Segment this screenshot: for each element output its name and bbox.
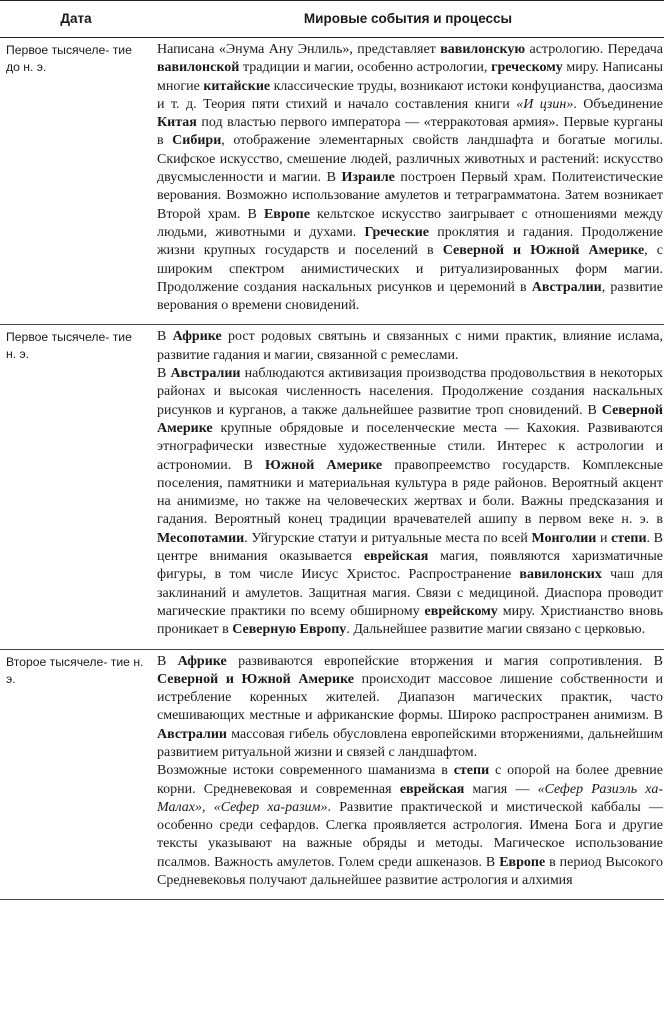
text-run: . Уйгурские статуи и ритуальные места по всей — [244, 530, 532, 546]
text-run: традиции и магии, особенно астрологии, — [239, 60, 492, 76]
italic-title: «Сефер Разиэль ха-Малах» — [157, 781, 663, 815]
text-run: , — [201, 799, 214, 815]
text-run: астрологию. Передача — [525, 42, 663, 57]
text-run: В — [157, 653, 178, 669]
text-run: кельтское искусство заигрывает с отношениями между людьми, животными и духами. — [157, 206, 663, 240]
text-run: в период Высокого Средневековья получают дальнейшее развитие астрология и алхимия — [157, 854, 663, 889]
bold-term: Израиле — [341, 170, 395, 186]
bold-term: еврейская — [399, 781, 465, 797]
bold-term: китайские — [203, 78, 271, 94]
bold-term: Австралии — [531, 279, 602, 295]
text-run: массовая гибель обусловлена европейскими вторжениями, дальнейшим развитием ритуальной жизни и связей с ландшафтом. — [157, 726, 663, 760]
text-run: миру. Написаны многие — [157, 60, 663, 94]
text-run: и — [596, 530, 612, 546]
text-run: . Объединение — [573, 96, 663, 112]
bold-term: Африке — [172, 329, 222, 345]
text-run: . Развитие практической и мистической каббалы — особенно среди сефардов. Слегка проявляется астрология. Имена Бога и другие тексты указывают на важные обряды и методы. Магическое использование псалмов. Важность амулетов. Голем среди ашкеназов. В — [157, 799, 664, 870]
bold-term: Северную Европу — [232, 622, 347, 638]
text-run: крупные обрядовые и поселенческие места — Кахокия. Развиваются этнографически известные художественные стили. Интерес к астрологии и астрономии. В — [157, 420, 663, 473]
text-run: В — [157, 329, 173, 345]
bold-term: Монголии — [531, 530, 597, 546]
event-paragraph — [157, 762, 663, 890]
italic-title: «Сефер ха-разим» — [213, 799, 328, 815]
event-paragraph — [157, 41, 663, 315]
text-run: . В центре внимания оказывается — [157, 530, 663, 565]
text-run: миру. Христианство вновь проникает в — [157, 603, 663, 638]
event-paragraph — [157, 365, 663, 639]
bold-term: степи — [453, 763, 490, 779]
bold-term: Европе — [263, 206, 310, 222]
table-row — [0, 649, 664, 900]
text-run: В — [157, 366, 171, 382]
bold-term: Африке — [177, 653, 227, 669]
text-run: под властью первого императора — «терракотовая армия». Первые курганы в — [157, 115, 663, 149]
text-run: проклятия и гадания. Продолжение жизни крупных государств и поселений в — [157, 224, 663, 259]
bold-term: Китая — [157, 115, 197, 131]
bold-term: Месопотамии — [157, 530, 245, 546]
bold-term: Европе — [499, 854, 546, 870]
event-paragraph — [157, 328, 663, 365]
events-cell — [152, 38, 664, 325]
text-run: . Дальнейшее развитие магии связано с церковью. — [346, 622, 646, 638]
text-run: наблюдаются активизация производства продовольствия в некоторых районах и высокая численность населения. Продолжение создания наскальных рисунков и курганов, а также дальнейшее развитие троп сновидений. В — [157, 366, 663, 418]
bold-term: еврейскому — [424, 603, 498, 619]
date-cell: Второе тысячеле- тие н. э. — [0, 649, 152, 900]
table-row — [0, 325, 664, 649]
event-paragraph — [157, 653, 663, 763]
text-run: , развитие верования о времени сновидений. — [157, 279, 663, 314]
table-row — [0, 38, 664, 325]
text-run: классические труды, возникают истоки конфуцианства, даосизма и т. д. Теория пяти стихий и начало составления книги — [157, 78, 663, 112]
bold-term: греческому — [491, 60, 563, 76]
text-run: чаш для заклинаний и амулетов. Защитная магия. Связи с медициной. Диаспора проводит магические практики по всему обширному — [157, 567, 663, 619]
date-column-header: Дата — [0, 1, 152, 38]
events-cell — [152, 649, 664, 900]
bold-term: Австралии — [170, 366, 241, 382]
bold-term: Северной и Южной Америке — [157, 671, 354, 687]
text-run: , отображение элементарных свойств ландшафта и богатые могилы. Скифское искусство, смешение людей, различных животных и растений: искусство двусмысленности и магии. В — [157, 133, 663, 186]
bold-term: еврейская — [363, 549, 429, 565]
text-run: рост родовых святынь и связанных с ними практик, влияние ислама, развитие гадания и магии, связанной с ремеслами. — [157, 329, 663, 363]
bold-term: вавилонской — [157, 60, 240, 76]
text-run: Написана «Энума Ану Энлиль», представляет — [157, 42, 441, 57]
date-cell: Первое тысячеле- тие н. э. — [0, 325, 152, 649]
bold-term: Сибири — [172, 133, 222, 149]
bold-term: вавилонских — [519, 567, 602, 583]
text-run: магия — — [464, 781, 538, 797]
text-run: Возможные истоки современного шаманизма в — [157, 763, 454, 779]
bold-term: Греческие — [364, 224, 429, 240]
bold-term: вавилонскую — [440, 42, 526, 57]
table-body — [0, 38, 664, 900]
table-header — [0, 1, 664, 38]
date-cell: Первое тысячеле- тие до н. э. — [0, 38, 152, 325]
bold-term: Южной Америке — [265, 457, 383, 473]
text-run: , с широким спектром анимистических и ритуализированных форм магии. Продолжение создания наскальных рисунков и церемоний в — [157, 243, 664, 295]
text-run: правопреемство государств. Комплексные поселения, памятники и материальная культура в ряде районов. Вероятный акцент на анимизме, но также на человеческих жертвах и боли. Важны предсказания и гадания. Вероятный конец традиции врачевателей ашипу в первом веке н. э. в — [157, 457, 663, 528]
bold-term: Северной Америке — [157, 402, 663, 436]
text-run: построен Первый храм. Политеистические верования. Возможно использование амулетов и тетраграмматона. Затем возникает Второй храм. В — [157, 170, 663, 222]
text-run: с опорой на более древние корни. Средневековая и современная — [157, 763, 664, 797]
text-run: развиваются европейские вторжения и магия сопротивления. В — [226, 653, 663, 669]
events-cell — [152, 325, 664, 649]
events-column-header: Мировые события и процессы — [152, 1, 664, 38]
bold-term: Австралии — [157, 726, 227, 742]
text-run: происходит массовое лишение собственности и истребление коренных жителей. Диапазон магических практик, часто смешивающих местные и африканские формы. Широко распространен анимизм. В — [157, 671, 663, 724]
italic-title: «И цзин» — [516, 96, 574, 112]
bold-term: степи — [611, 530, 647, 546]
bold-term: Северной и Южной Америке — [442, 243, 645, 259]
text-run: магия, появляются харизматичные фигуры, в том числе Иисус Христос. Распространение — [157, 549, 663, 583]
